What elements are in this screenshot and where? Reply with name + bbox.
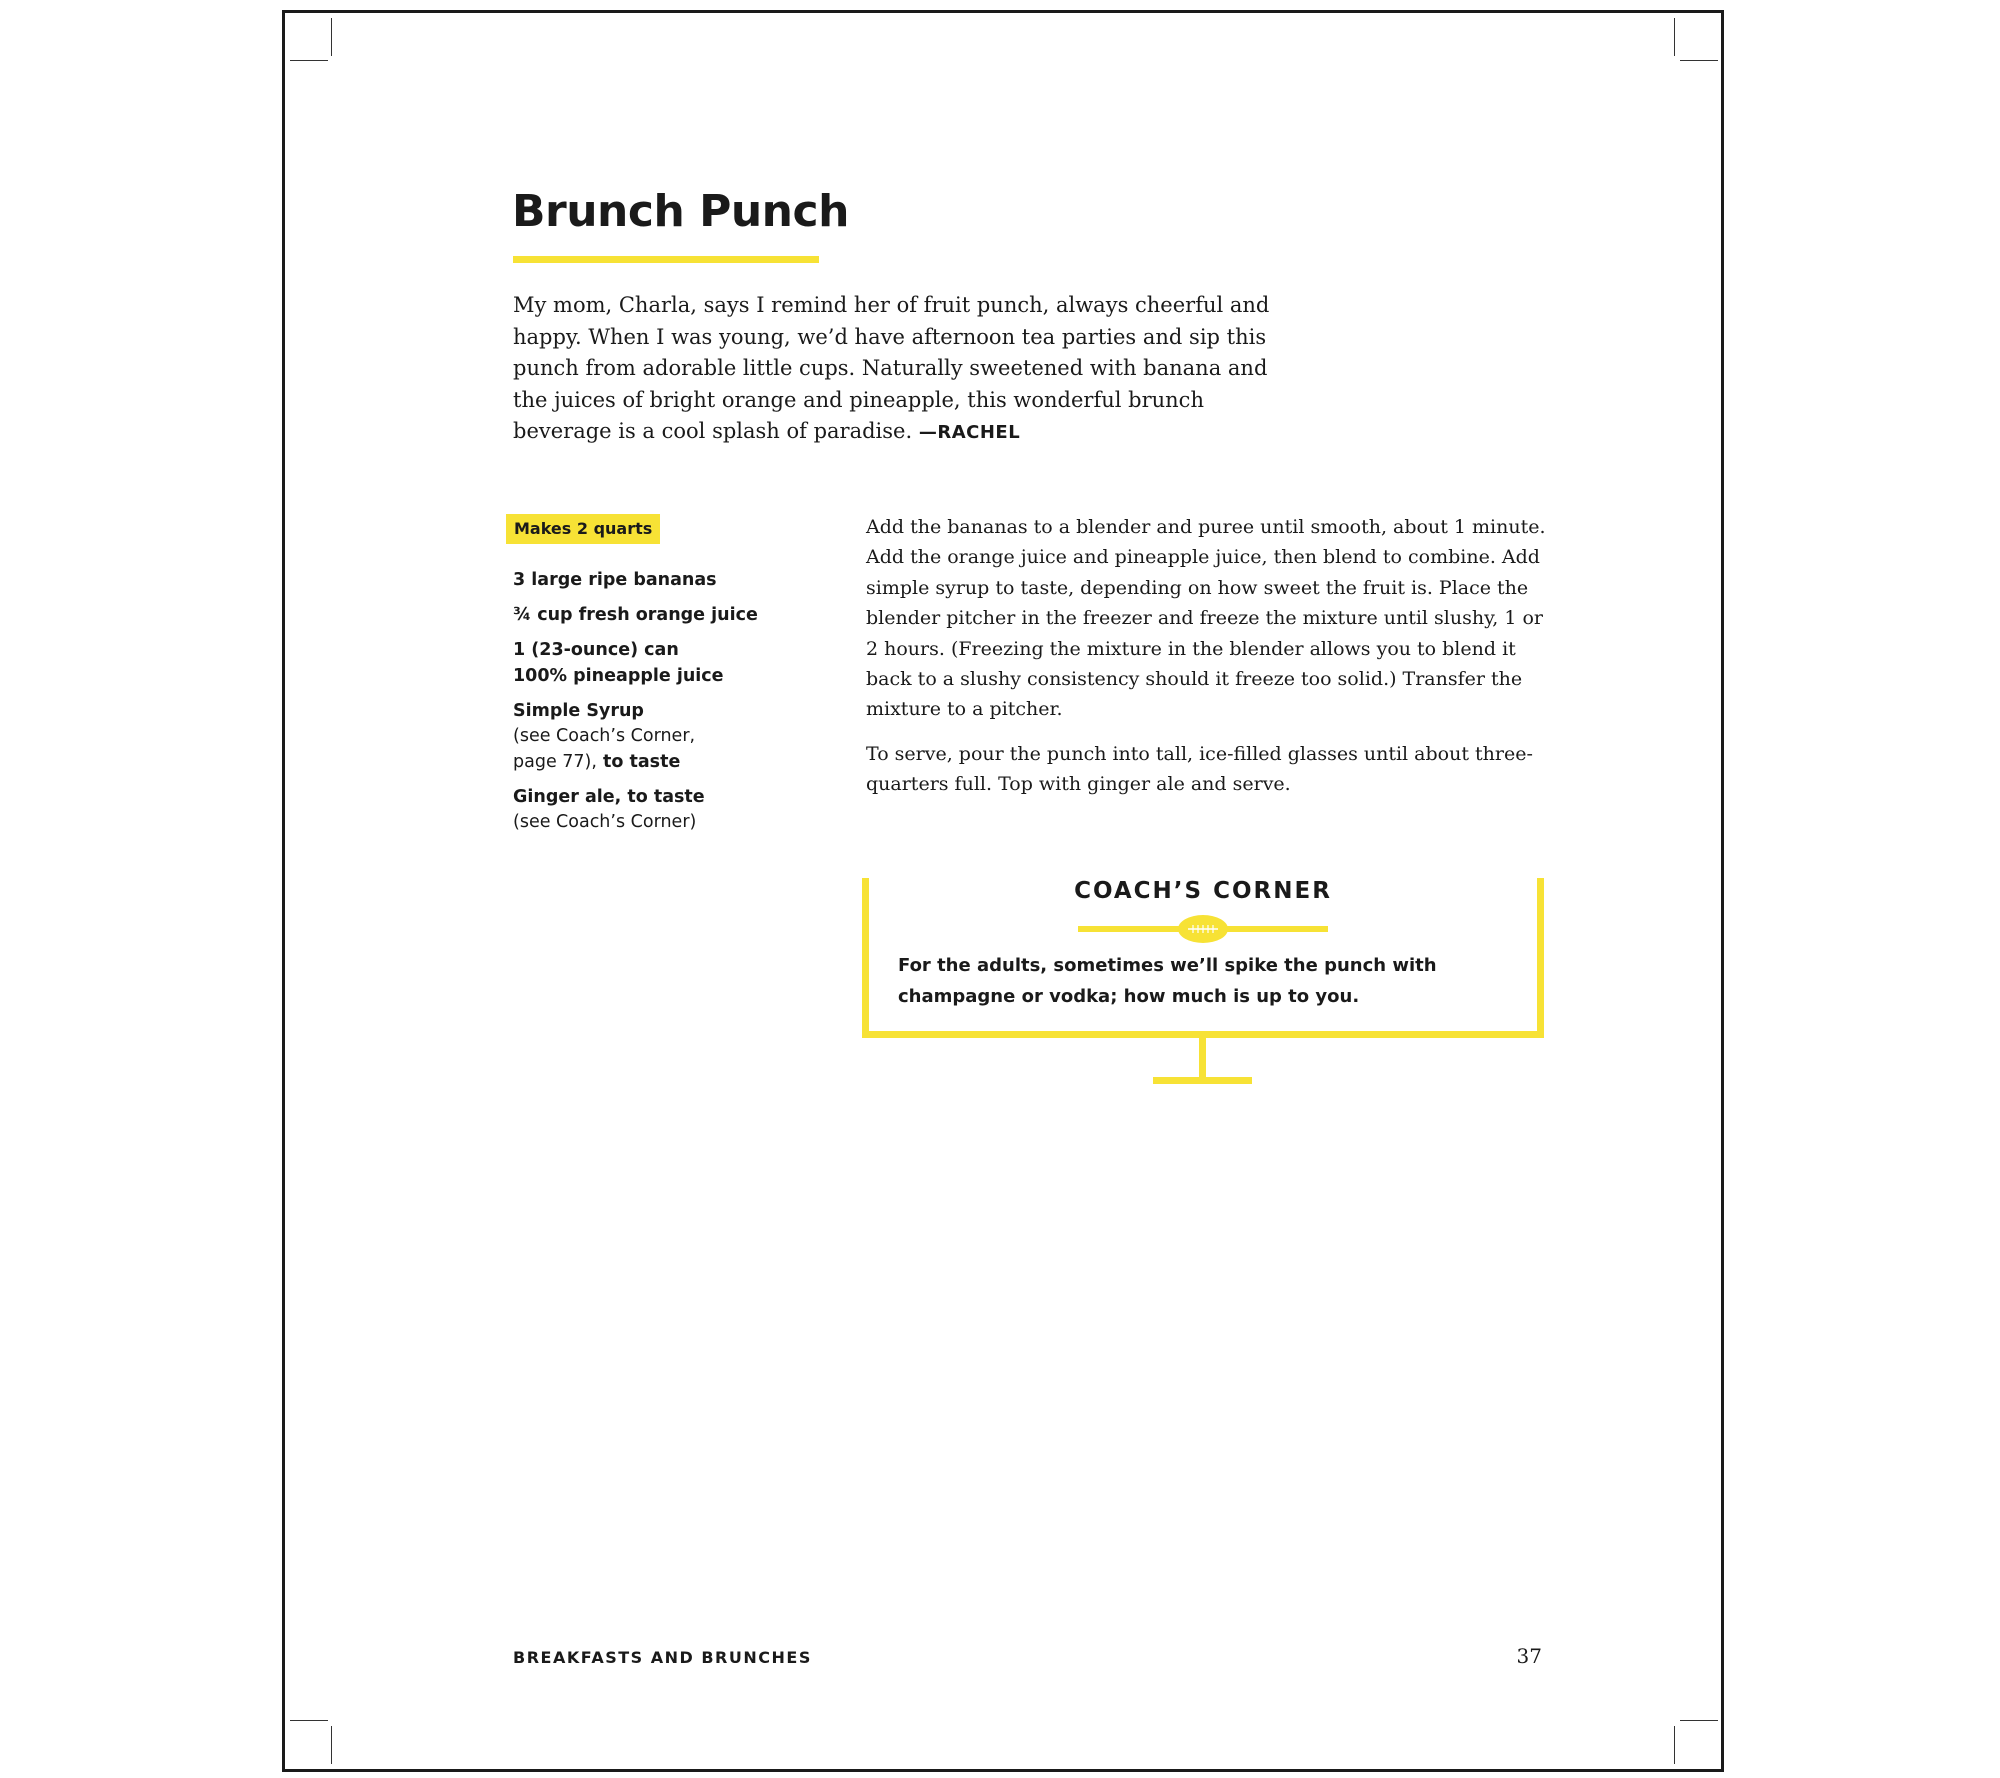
- crop-mark-top-left-horizontal: [290, 60, 328, 61]
- direction-step: Add the bananas to a blender and puree until smooth, about 1 minute. Add the orange juice and pineapple juice, then blend to combine. Add simple syrup to taste, depending on how sweet the fruit is. Place the blender pitcher in the freezer and freeze the mixture until slushy, 1 or 2 hours. (Freezing the mixture in the blender allows you to blend it back to a slushy consistency should it freeze too solid.) Transfer the mixture to a pitcher.: [866, 516, 1546, 721]
- goalpost-crossbar: [862, 1031, 1544, 1038]
- football-icon: [1078, 914, 1328, 944]
- crop-mark-bottom-left-horizontal: [290, 1720, 328, 1721]
- goalpost-icon: [1199, 1038, 1206, 1078]
- ingredient-item: [513, 699, 813, 776]
- ingredient-name: Simple Syrup: [513, 700, 644, 721]
- coachs-corner-text: For the adults, sometimes we’ll spike the punch with champagne or vodka; how much is up to you.: [898, 955, 1437, 1007]
- crop-mark-top-right-horizontal: [1680, 60, 1718, 61]
- goalpost-base: [1153, 1077, 1252, 1084]
- coachs-corner-box: [862, 878, 1544, 1084]
- intro-text: My mom, Charla, says I remind her of fruit punch, always cheerful and happy. When I was young, we’d have afternoon tea parties and sip this punch from adorable little cups. Naturally sweetened with banana and the juices of bright orange and pineapple, this wonderful brunch beverage is a cool splash of paradise.: [513, 293, 1270, 444]
- yield-badge: Makes 2 quarts: [506, 514, 660, 544]
- footer-section-title: BREAKFASTS AND BRUNCHES: [513, 1648, 812, 1667]
- crop-mark-top-right-vertical: [1674, 18, 1675, 56]
- ingredient-note-line2: page 77),: [513, 751, 597, 772]
- title-underline: [513, 256, 819, 263]
- recipe-title: Brunch Punch: [512, 186, 849, 237]
- ingredient-item: [513, 568, 813, 594]
- ingredient-note-line1: (see Coach’s Corner,: [513, 726, 696, 746]
- ingredient-name-line2: 100% pineapple juice: [513, 665, 724, 686]
- direction-step: To serve, pour the punch into tall, ice-filled glasses until about three-quarters full. Top with ginger ale and serve.: [866, 742, 1533, 796]
- ingredient-name: 3 large ripe bananas: [513, 570, 717, 590]
- ingredient-item: [513, 785, 813, 836]
- crop-mark-top-left-vertical: [331, 18, 332, 56]
- crop-mark-bottom-left-vertical: [331, 1726, 332, 1764]
- recipe-intro: [513, 290, 1303, 449]
- page-number: 37: [1516, 1644, 1542, 1668]
- ingredient-item: [513, 603, 813, 629]
- ingredient-name: Ginger ale, to taste: [513, 786, 705, 807]
- ingredient-item: [513, 638, 813, 689]
- ingredient-name: ¾ cup fresh orange juice: [513, 605, 758, 625]
- ingredient-suffix: to taste: [596, 751, 681, 772]
- ingredient-note: (see Coach’s Corner): [513, 812, 697, 832]
- ingredient-name-line1: 1 (23-ounce) can: [513, 640, 679, 660]
- coachs-corner-heading: COACH’S CORNER: [1074, 878, 1332, 904]
- directions: [866, 512, 1556, 814]
- crop-mark-bottom-right-vertical: [1674, 1726, 1675, 1764]
- crop-mark-bottom-right-horizontal: [1680, 1720, 1718, 1721]
- intro-author: —RACHEL: [918, 422, 1021, 444]
- ingredient-list: [513, 568, 813, 845]
